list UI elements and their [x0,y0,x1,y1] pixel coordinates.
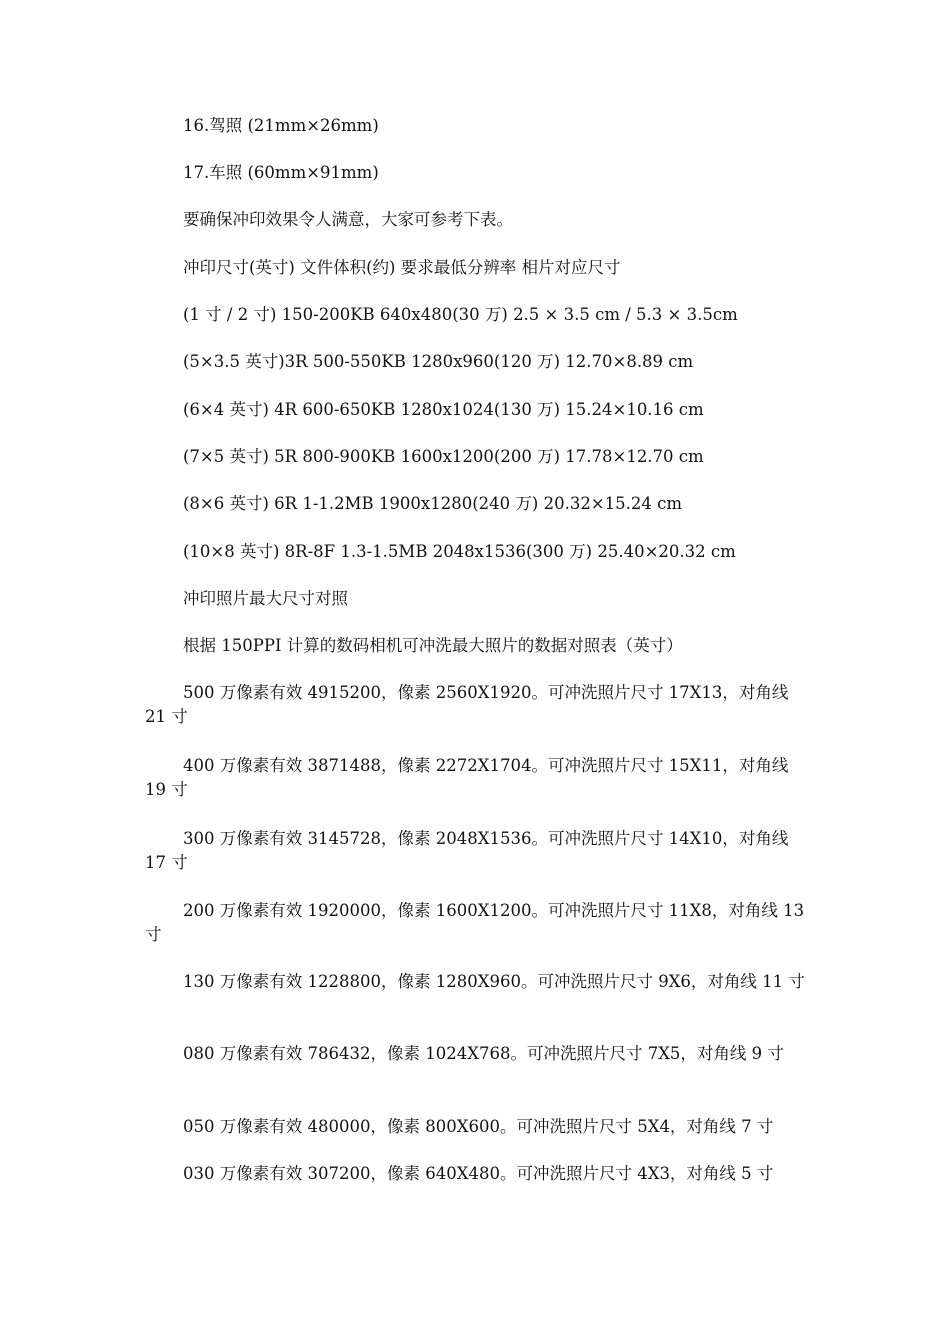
table-row-line: (10×8 英寸) 8R-8F 1.3-1.5MB 2048x1536(300 万) 25.40×20.32 cm [183,542,736,561]
intro-text: 要确保冲印效果令人满意，大家可参考下表。 [183,210,513,229]
table-header-line: 冲印尺寸(英寸) 文件体积(约) 要求最低分辨率 相片对应尺寸 [183,258,621,277]
megapixel-paragraph: 130 万像素有效 1228800，像素 1280X960。可冲洗照片尺寸 9X6，对角线 11 寸 [183,972,805,991]
item-vehicle-license: 17.车照 (60mm×91mm) [183,163,379,182]
megapixel-paragraph: 300 万像素有效 3145728，像素 2048X1536。可冲洗照片尺寸 14X10，对角线 17 寸 [145,829,789,872]
table-row-line: (1 寸 / 2 寸) 150-200KB 640x480(30 万) 2.5 × 3.5 cm / 5.3 × 3.5cm [183,305,738,324]
megapixel-paragraph: 080 万像素有效 786432，像素 1024X768。可冲洗照片尺寸 7X5，对角线 9 寸 [183,1044,784,1063]
section-intro: 根据 150PPI 计算的数码相机可冲洗最大照片的数据对照表（英寸） [183,636,683,655]
megapixel-paragraph: 050 万像素有效 480000，像素 800X600。可冲洗照片尺寸 5X4，对角线 7 寸 [183,1117,774,1136]
megapixel-paragraph: 030 万像素有效 307200，像素 640X480。可冲洗照片尺寸 4X3，对角线 5 寸 [183,1164,774,1183]
table-row-line: (7×5 英寸) 5R 800-900KB 1600x1200(200 万) 17.78×12.70 cm [183,447,704,466]
table-row-line: (5×3.5 英寸)3R 500-550KB 1280x960(120 万) 12.70×8.89 cm [183,352,694,371]
item-drivers-license: 16.驾照 (21mm×26mm) [183,116,379,135]
table-row-line: (8×6 英寸) 6R 1-1.2MB 1900x1280(240 万) 20.32×15.24 cm [183,494,683,513]
megapixel-paragraph: 400 万像素有效 3871488，像素 2272X1704。可冲洗照片尺寸 15X11，对角线 19 寸 [145,756,789,799]
megapixel-paragraph: 500 万像素有效 4915200，像素 2560X1920。可冲洗照片尺寸 17X13，对角线 21 寸 [145,683,789,726]
section-heading: 冲印照片最大尺寸对照 [183,589,348,608]
megapixel-paragraph: 200 万像素有效 1920000，像素 1600X1200。可冲洗照片尺寸 11X8，对角线 13 寸 [145,901,805,944]
table-row-line: (6×4 英寸) 4R 600-650KB 1280x1024(130 万) 15.24×10.16 cm [183,400,704,419]
